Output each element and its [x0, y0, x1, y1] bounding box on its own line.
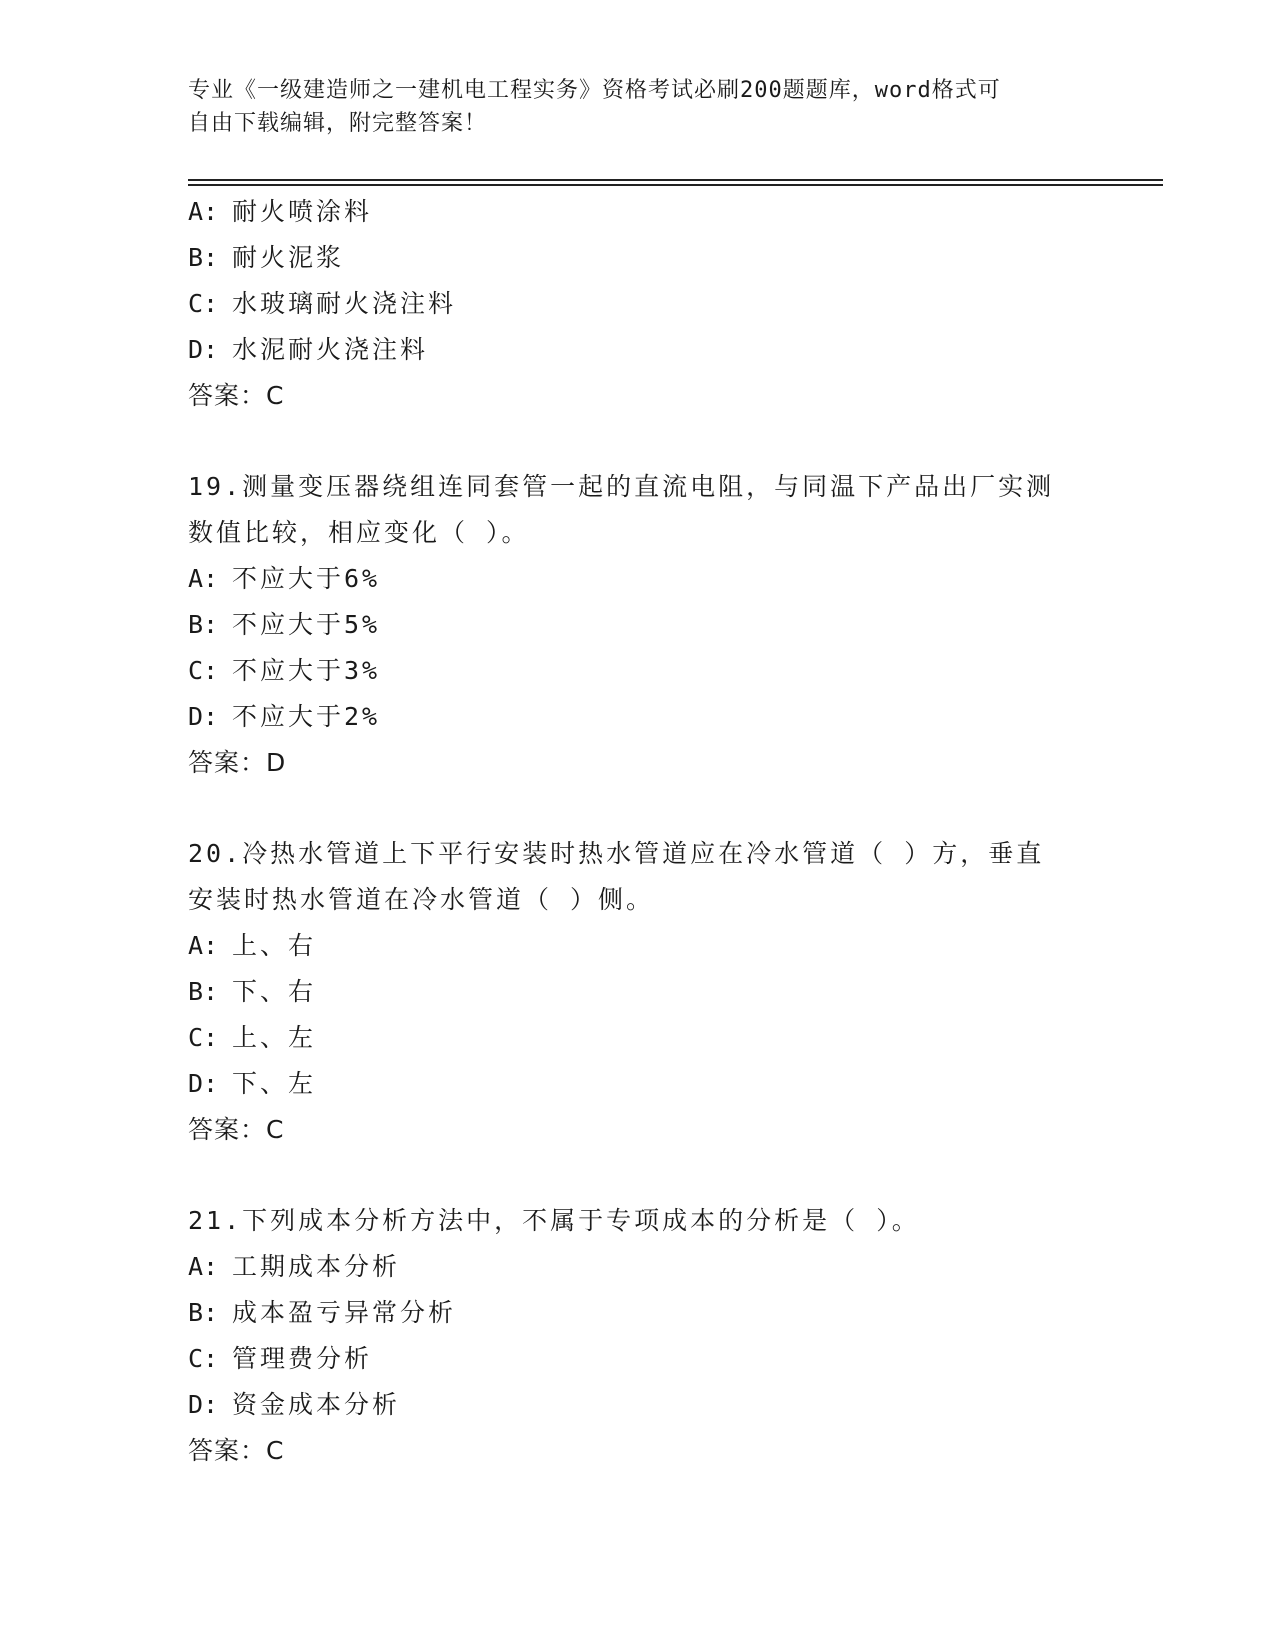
question-20: [188, 831, 1088, 1153]
question-stem-continued: 数值比较，相应变化（ ）。: [188, 518, 530, 547]
document-header: [188, 74, 1088, 140]
header-divider-top: [188, 179, 1163, 181]
option-b: B: 不应大于5%: [188, 610, 381, 639]
question-stem: 19.测量变压器绕组连同套管一起的直流电阻，与同温下产品出厂实测: [188, 472, 1055, 501]
question-19: [188, 464, 1088, 786]
question-21: [188, 1198, 1088, 1474]
question-stem: 20.冷热水管道上下平行安装时热水管道应在冷水管道（ ）方，垂直: [188, 839, 1045, 868]
question-stem: 21.下列成本分析方法中，不属于专项成本的分析是（ ）。: [188, 1206, 920, 1235]
option-a: A: 上、右: [188, 931, 317, 960]
question-18: [188, 189, 1088, 419]
option-c: C: 管理费分析: [188, 1344, 373, 1373]
option-b: B: 下、右: [188, 977, 317, 1006]
question-stem-continued: 安装时热水管道在冷水管道（ ）侧。: [188, 885, 655, 914]
answer-line: 答案：C: [188, 381, 285, 410]
option-a: A: 工期成本分析: [188, 1252, 401, 1281]
answer-line: 答案：C: [188, 1115, 285, 1144]
option-a: A: 耐火喷涂料: [188, 197, 373, 226]
header-line-2: 自由下载编辑，附完整答案！: [188, 111, 488, 136]
option-d: D: 不应大于2%: [188, 702, 381, 731]
option-c: C: 不应大于3%: [188, 656, 381, 685]
answer-line: 答案：D: [188, 748, 287, 777]
option-b: B: 耐火泥浆: [188, 243, 345, 272]
option-a: A: 不应大于6%: [188, 564, 381, 593]
option-c: C: 上、左: [188, 1023, 317, 1052]
option-b: B: 成本盈亏异常分析: [188, 1298, 457, 1327]
option-c: C: 水玻璃耐火浇注料: [188, 289, 457, 318]
header-divider-bottom: [188, 184, 1163, 186]
option-d: D: 水泥耐火浇注料: [188, 335, 429, 364]
option-d: D: 下、左: [188, 1069, 317, 1098]
option-d: D: 资金成本分析: [188, 1390, 401, 1419]
answer-line: 答案：C: [188, 1436, 285, 1465]
header-line-1: 专业《一级建造师之一建机电工程实务》资格考试必刷200题题库，word格式可: [188, 78, 1001, 103]
question-list: [188, 189, 1088, 1474]
